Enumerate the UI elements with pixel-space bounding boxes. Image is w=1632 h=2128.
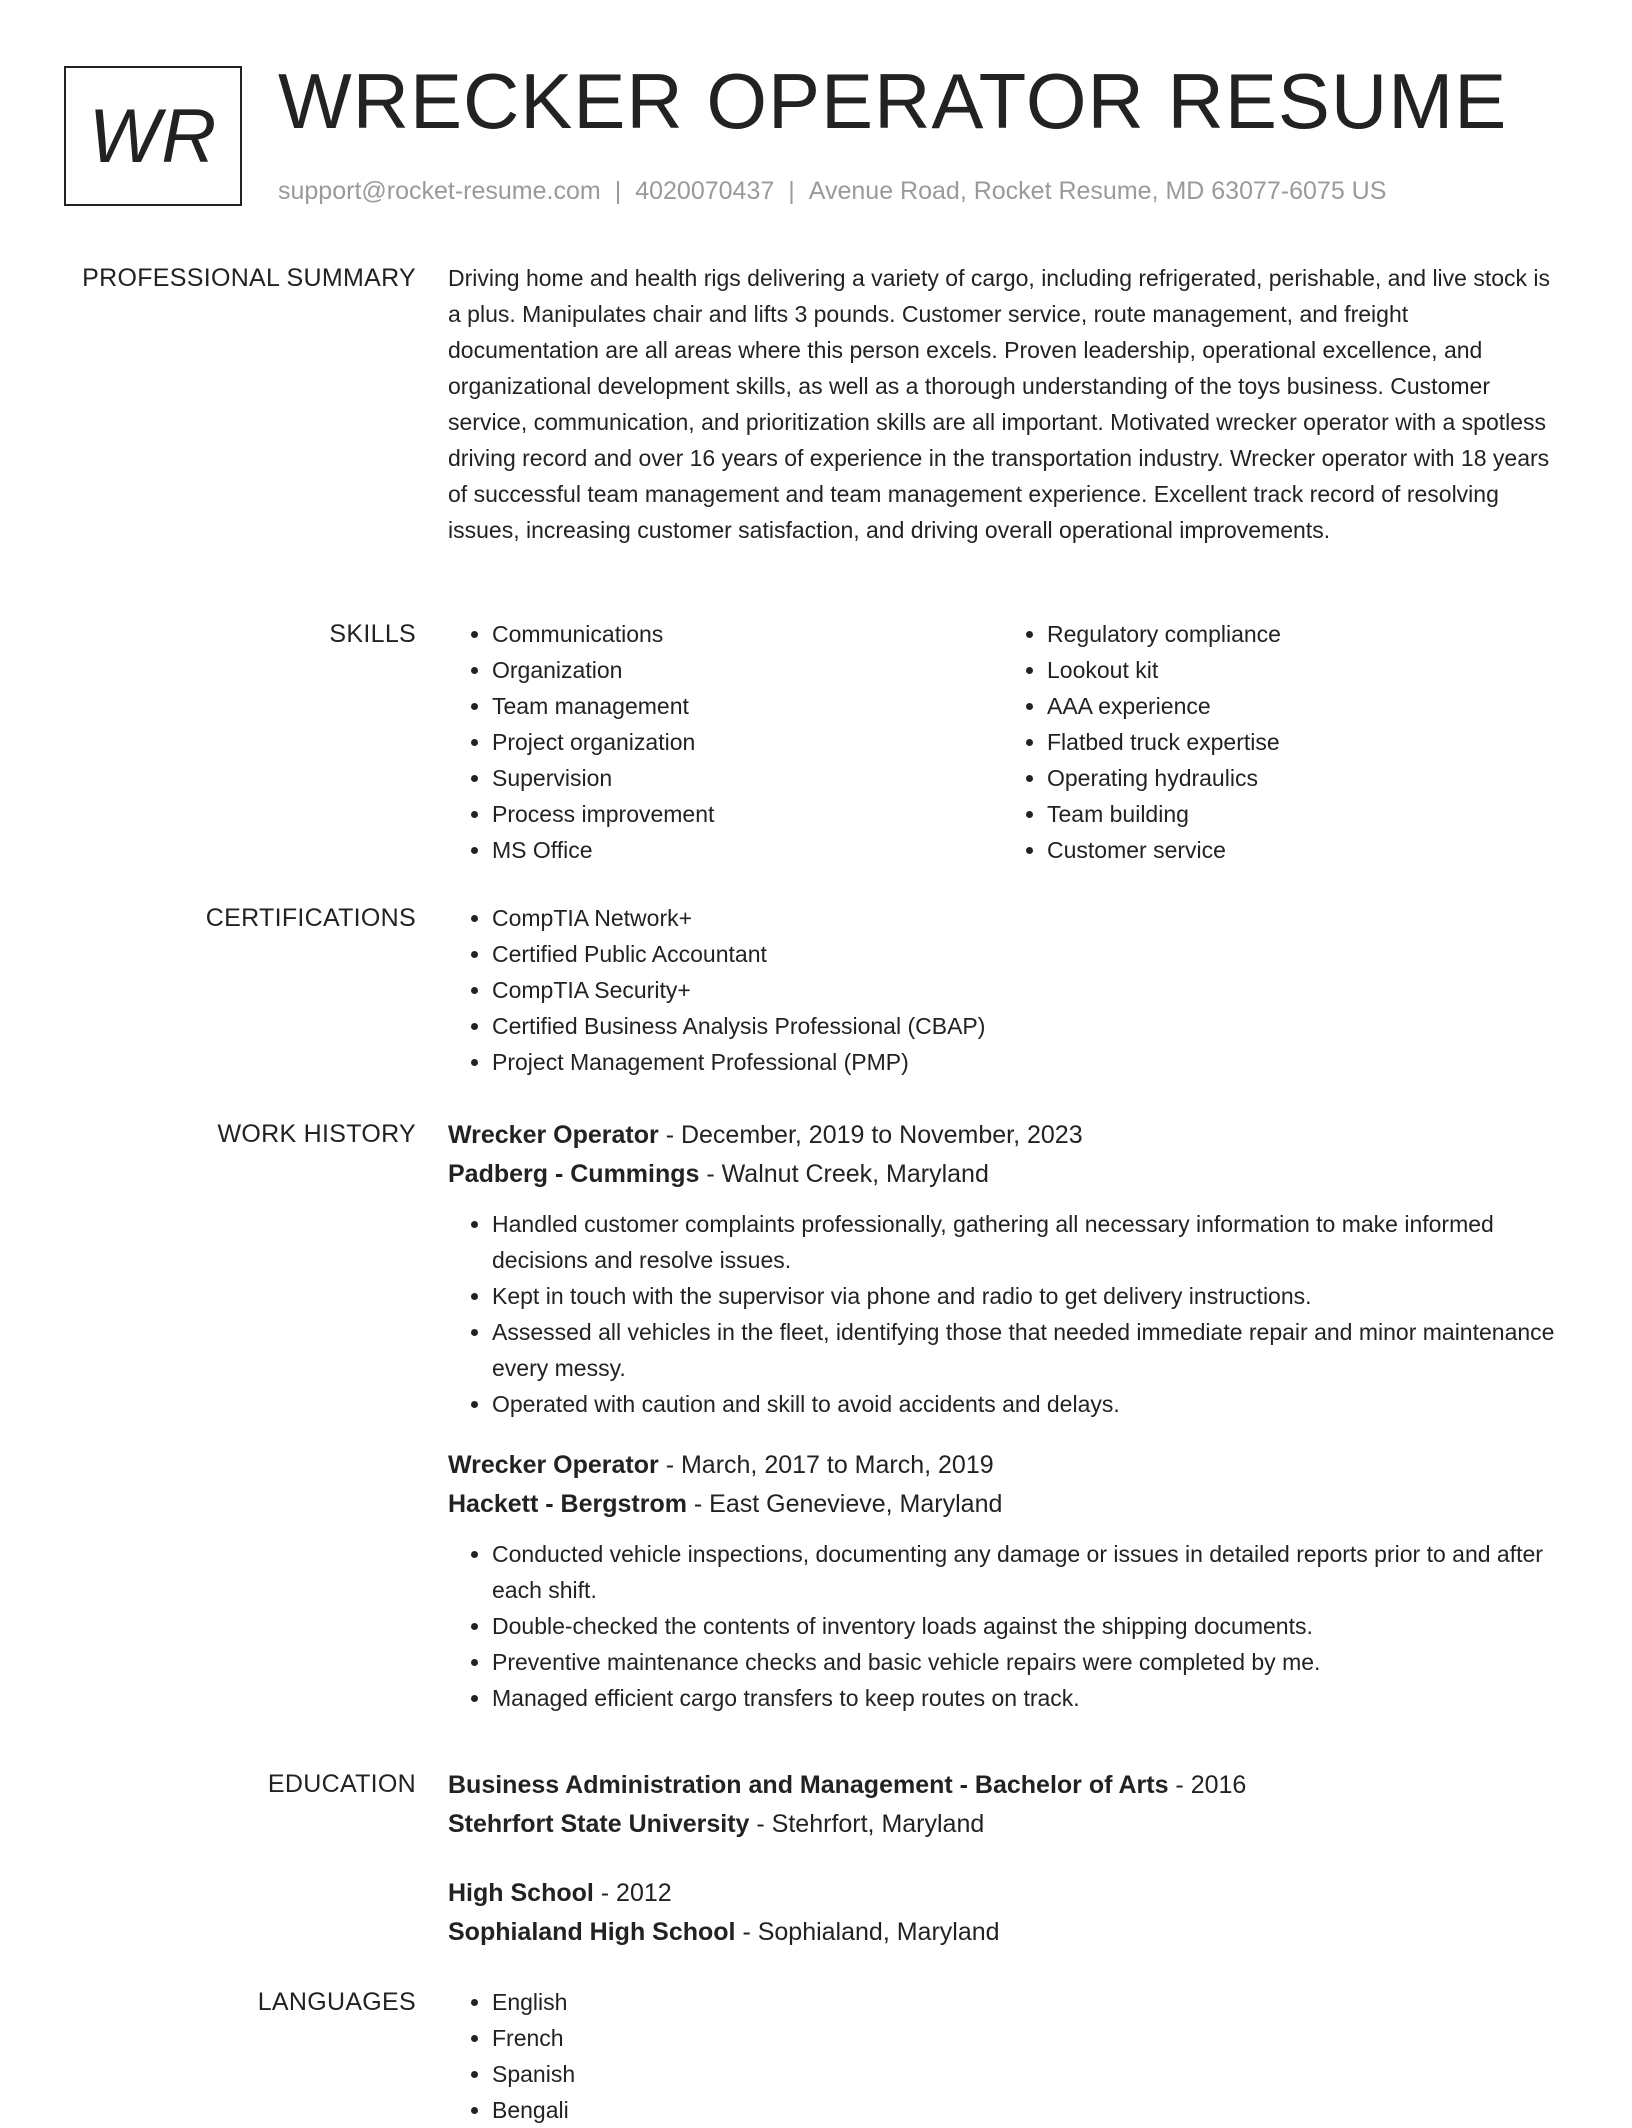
section-label-work-history: WORK HISTORY xyxy=(217,1120,416,1148)
job-entry xyxy=(448,1116,1558,1422)
job-title-line xyxy=(448,1446,1558,1485)
certification-item: • Certified Public Accountant xyxy=(492,936,1558,972)
job-location: - East Genevieve, Maryland xyxy=(686,1490,1003,1518)
job-dates: - December, 2019 to November, 2023 xyxy=(658,1121,1083,1149)
skills-list-left xyxy=(448,616,1003,868)
skill-item: • Project organization xyxy=(492,724,1003,760)
education-location: - Stehrfort, Maryland xyxy=(749,1810,985,1838)
contact-address: Avenue Road, Rocket Resume, MD 63077-6075 US xyxy=(808,177,1387,205)
job-company: Hackett - Bergstrom xyxy=(448,1490,687,1518)
job-company-line xyxy=(448,1485,1558,1524)
job-company-line xyxy=(448,1155,1558,1194)
certifications-body xyxy=(448,900,1558,1080)
certifications-list xyxy=(448,900,1558,1080)
section-label-skills: SKILLS xyxy=(329,620,416,648)
skills-list-right xyxy=(1003,616,1558,868)
education-body xyxy=(448,1766,1558,1952)
job-bullet: • Assessed all vehicles in the fleet, identifying those that needed immediate repair and minor maintenance every messy. xyxy=(492,1314,1558,1386)
education-school: Stehrfort State University xyxy=(448,1810,750,1838)
skill-item: • AAA experience xyxy=(1047,688,1558,724)
job-title: Wrecker Operator xyxy=(448,1451,659,1479)
education-school: Sophialand High School xyxy=(448,1918,736,1946)
education-entry xyxy=(448,1766,1558,1844)
summary-text: Driving home and health rigs delivering a variety of cargo, including refrigerated, perishable, and live stock is a plus. Manipulates chair and lifts 3 pounds. Customer service, route management, and freight documentation are all areas where this person excels. Proven leadership, operational excellence, and organizational development skills, as well as a thorough understanding of the toys business. Customer service, communication, and prioritization skills are all important. Motivated wrecker operator with a spotless driving record and over 16 years of experience in the transportation industry. Wrecker operator with 18 years of successful team management and team management experience. Excellent track record of resolving issues, increasing customer satisfaction, and driving overall operational improvements. xyxy=(448,265,1551,543)
job-bullet: • Managed efficient cargo transfers to keep routes on track. xyxy=(492,1680,1558,1716)
education-school-line xyxy=(448,1805,1558,1844)
section-label-education: EDUCATION xyxy=(267,1770,416,1798)
job-company: Padberg - Cummings xyxy=(448,1160,700,1188)
resume-title: WRECKER OPERATOR RESUME xyxy=(278,57,1508,145)
job-bullets xyxy=(448,1206,1558,1422)
language-item: • Spanish xyxy=(492,2056,1558,2092)
education-degree: Business Administration and Management - Bachelor of Arts xyxy=(448,1771,1169,1799)
skill-item: • Lookout kit xyxy=(1047,652,1558,688)
summary-body xyxy=(448,260,1558,548)
contact-line xyxy=(278,174,1386,208)
job-bullet: • Operated with caution and skill to avoid accidents and delays. xyxy=(492,1386,1558,1422)
job-title-line xyxy=(448,1116,1558,1155)
job-bullet: • Double-checked the contents of inventory loads against the shipping documents. xyxy=(492,1608,1558,1644)
skill-item: • MS Office xyxy=(492,832,1003,868)
skill-item: • Communications xyxy=(492,616,1003,652)
education-degree-line xyxy=(448,1874,1558,1913)
skill-item: • Operating hydraulics xyxy=(1047,760,1558,796)
languages-body xyxy=(448,1984,1558,2128)
section-label-certifications: CERTIFICATIONS xyxy=(205,904,416,932)
education-location: - Sophialand, Maryland xyxy=(735,1918,1000,1946)
section-label-summary: PROFESSIONAL SUMMARY xyxy=(82,264,416,292)
contact-email[interactable]: support@rocket-resume.com xyxy=(278,177,601,205)
certification-item: • CompTIA Network+ xyxy=(492,900,1558,936)
job-entry xyxy=(448,1446,1558,1716)
contact-separator: | xyxy=(788,177,795,205)
work-history-body xyxy=(448,1116,1558,1716)
monogram-box xyxy=(64,66,242,206)
education-degree-line xyxy=(448,1766,1558,1805)
education-year: - 2012 xyxy=(593,1879,672,1907)
languages-list xyxy=(448,1984,1558,2128)
job-bullet: • Kept in touch with the supervisor via phone and radio to get delivery instructions. xyxy=(492,1278,1558,1314)
job-bullet: • Conducted vehicle inspections, documenting any damage or issues in detailed reports prior to and after each shift. xyxy=(492,1536,1558,1608)
job-bullets xyxy=(448,1536,1558,1716)
skill-item: • Supervision xyxy=(492,760,1003,796)
skill-item: • Team management xyxy=(492,688,1003,724)
job-title: Wrecker Operator xyxy=(448,1121,659,1149)
education-entry xyxy=(448,1874,1558,1952)
language-item: • French xyxy=(492,2020,1558,2056)
language-item: • Bengali xyxy=(492,2092,1558,2128)
skill-item: • Organization xyxy=(492,652,1003,688)
skill-item: • Regulatory compliance xyxy=(1047,616,1558,652)
contact-separator: | xyxy=(614,177,622,205)
skills-body xyxy=(448,616,1558,868)
section-label-languages: LANGUAGES xyxy=(257,1988,416,2016)
job-location: - Walnut Creek, Maryland xyxy=(699,1160,989,1188)
skill-item: • Team building xyxy=(1047,796,1558,832)
monogram-initials: WR xyxy=(88,93,218,179)
education-school-line xyxy=(448,1913,1558,1952)
job-bullet: • Handled customer complaints professionally, gathering all necessary information to make informed decisions and resolve issues. xyxy=(492,1206,1558,1278)
skill-item: • Customer service xyxy=(1047,832,1558,868)
skill-item: • Flatbed truck expertise xyxy=(1047,724,1558,760)
language-item: • English xyxy=(492,1984,1558,2020)
education-year: - 2016 xyxy=(1168,1771,1247,1799)
job-dates: - March, 2017 to March, 2019 xyxy=(658,1451,994,1479)
certification-item: • Project Management Professional (PMP) xyxy=(492,1044,1558,1080)
certification-item: • CompTIA Security+ xyxy=(492,972,1558,1008)
education-degree: High School xyxy=(448,1879,594,1907)
certification-item: • Certified Business Analysis Professional (CBAP) xyxy=(492,1008,1558,1044)
contact-phone[interactable]: 4020070437 xyxy=(635,177,775,205)
job-bullet: • Preventive maintenance checks and basic vehicle repairs were completed by me. xyxy=(492,1644,1558,1680)
skill-item: • Process improvement xyxy=(492,796,1003,832)
